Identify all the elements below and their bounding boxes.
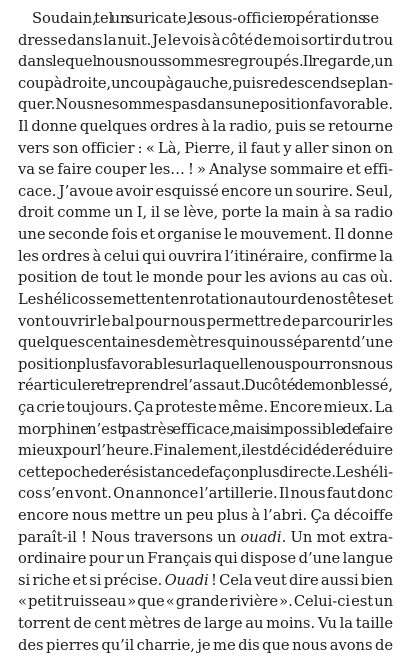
text-line-18: réarticuler et reprendre l’assaut. Du côté de mon blessé, xyxy=(18,377,393,395)
text-line-27: si riche et si précise. Ouadi ! Cela veut dire aussi bien xyxy=(18,571,393,589)
text-line-22: cette poche de résistance de façon plus directe. Les héli- xyxy=(18,463,393,481)
italic-word-ouadi: Ouadi xyxy=(164,571,209,589)
text-line-14: Les hélicos se mettent en rotation autour de nos têtes et xyxy=(18,290,393,308)
text-line-16: quelques centaines de mètres qui nous séparent d’une xyxy=(18,334,393,352)
text-line-23: cos s’en vont. On annonce l’artillerie. Il nous faut donc xyxy=(18,485,393,503)
text-line-7: vers son officier : « Là, Pierre, il faut y aller sinon on xyxy=(18,139,393,157)
text-line-9: cace. J’avoue avoir esquissé encore un sourire. Seul, xyxy=(18,182,393,200)
text-line-13: position de tout le monde pour les avions au cas où. xyxy=(18,269,393,287)
italic-word-ouadi: ouadi xyxy=(240,528,282,546)
text-line-21: mieux pour l’heure. Finalement, il est décidé de réduire xyxy=(18,442,393,460)
text-line-20: morphine n’est pas très efficace, mais impossible de faire xyxy=(18,420,393,438)
text-line-10: droit comme un I, il se lève, porte la main à sa radio xyxy=(18,204,393,222)
text-line-4: coup à droite, un coup à gauche, puis redescend se plan- xyxy=(18,74,393,92)
text-line-6: Il donne quelques ordres à la radio, puis se retourne xyxy=(18,118,393,136)
text-line-25: paraît-il ! Nous traversons un ouadi. Un mot extra- xyxy=(18,528,393,546)
text-line-17: position plus favorable sur laquelle nous pourrons nous xyxy=(18,355,393,373)
text-line-2: dresse dans la nuit. Je le vois à côté de moi sortir du trou xyxy=(18,31,393,49)
text-line-29: torrent de cent mètres de large au moins. Vu la taille xyxy=(18,615,393,633)
text-line-11: une seconde fois et organise le mouvement. Il donne xyxy=(18,226,393,244)
text-line-1: Soudain, tel un suricate, le sous-officier opérations se xyxy=(32,10,379,27)
text-line-12: les ordres à celui qui ouvrira l’itinéraire, confirme la xyxy=(18,247,393,265)
text-line-19: ça crie toujours. Ça proteste même. Encore mieux. La xyxy=(18,398,393,416)
text-line-26: ordinaire pour un Français qui dispose d’une langue xyxy=(18,550,393,568)
text-line-24: encore nous mettre un peu plus à l’abri. Ça décoiffe xyxy=(18,507,393,525)
text-line-8: va se faire couper les… ! » Analyse sommaire et effi- xyxy=(18,161,393,179)
text-line-5: quer. Nous ne sommes pas dans une position favorable. xyxy=(18,96,393,114)
text-line-28: « petit ruisseau » que « grande rivière ». Celui-ci est un xyxy=(18,593,393,611)
text-line-15: vont ouvrir le bal pour nous permettre de parcourir les xyxy=(18,312,393,330)
body-paragraph xyxy=(18,8,393,656)
text-line-30: des pierres qu’il charrie, je me dis que nous avons de xyxy=(18,636,393,654)
text-line-3: dans lequel nous nous sommes regroupés. Il regarde, un xyxy=(18,53,393,71)
